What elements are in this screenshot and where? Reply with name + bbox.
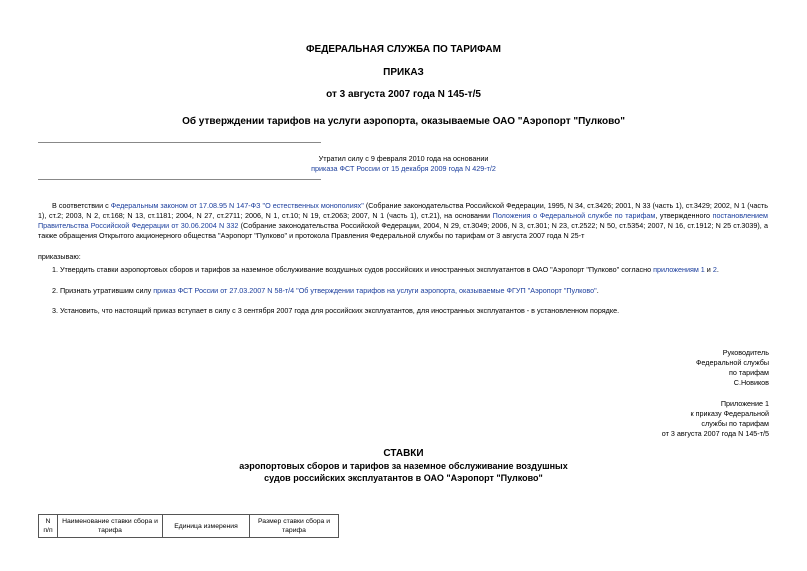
header-cell-rate: Размер ставки сбора и тарифа xyxy=(250,515,339,538)
appendix-2-link[interactable]: 2 xyxy=(712,265,717,274)
signature-line-1: Руководитель xyxy=(722,348,769,357)
order-item-2: 2. Признать утратившим силу приказ ФСТ России от 27.03.2007 N 58-т/4 "Об утверждении тарифов на услуги аэропорта, оказываемые ФГУП "Аэропорт "Пулково". xyxy=(52,286,599,295)
order-item-3: 3. Установить, что настоящий приказ вступает в силу с 3 сентября 2007 года для российских эксплуатантов, для иностранных эксплуатантов - в установленном порядке. xyxy=(52,306,620,315)
signature-name: С.Новиков xyxy=(733,378,769,387)
status-note-link[interactable]: приказа ФСТ России от 15 декабря 2009 года N 429-т/2 xyxy=(311,164,496,173)
status-note xyxy=(0,154,807,174)
header-cell-unit: Единица измерения xyxy=(163,515,250,538)
table-header-row xyxy=(39,515,339,538)
rates-title: СТАВКИ xyxy=(383,448,424,459)
divider-top xyxy=(38,142,321,143)
signature-line-2: Федеральной службы xyxy=(695,358,769,367)
federal-law-link[interactable]: Федеральным законом от 17.08.95 N 147-ФЗ "О естественных монополиях" xyxy=(110,201,364,210)
appendix-line-4: от 3 августа 2007 года N 145-т/5 xyxy=(661,429,769,438)
header-cell-number: N п/п xyxy=(39,515,58,538)
status-note-text: Утратил силу с 9 февраля 2010 года на основании xyxy=(318,154,489,163)
appendix-line-1: Приложение 1 xyxy=(720,399,769,408)
signature-block xyxy=(609,348,769,388)
order-word: приказываю: xyxy=(38,252,81,261)
appendix-1-link[interactable]: приложениям 1 xyxy=(653,265,705,274)
fst-regulation-link[interactable]: Положения о Федеральной службе по тарифам xyxy=(492,211,656,220)
preamble-paragraph: В соответствии с Федеральным законом от 17.08.95 N 147-ФЗ "О естественных монополиях" (Собрание законодательства Российской Федерации, 1995, N 34, ст.3426; 2001, N 33 (часть 1), ст.3429; 2002, N 1 (часть 1), ст.2; 2003, N 2, ст.168; N 13, ст.1181; 2004, N 27, ст.2711; 2006, N 1, ст.10; N 19, ст.2063; 2007, N 1 (часть 1), ст.21), на основании Положения о Федеральной службе по тарифам, утвержденного постановлением Правительства Российской Федерации от 30.06.2004 N 332 (Собрание законодательства Российской Федерации, 2004, N 29, ст.3049; 2006, N 3, ст.301; N 23, ст.2522; N 50, ст.5354; 2007, N 16, ст.1912; N 25 ст.3039), а также обращения Открытого акционерного общества "Аэропорт "Пулково" и протокола Правления Федеральной службы по тарифам от 3 августа 2007 года N 25-т xyxy=(38,201,769,240)
agency-heading: ФЕДЕРАЛЬНАЯ СЛУЖБА ПО ТАРИФАМ xyxy=(306,44,501,55)
doc-type-heading: ПРИКАЗ xyxy=(383,67,424,78)
order-item-1: 1. Утвердить ставки аэропортовых сборов и тарифов за наземное обслуживание воздушных судов российских и иностранных эксплуатантов в ОАО "Аэропорт "Пулково" согласно приложениям 1 и 2. xyxy=(52,265,719,274)
rates-subtitle-1: аэропортовых сборов и тарифов за наземное обслуживание воздушных xyxy=(239,461,568,471)
signature-line-3: по тарифам xyxy=(729,368,769,377)
repealed-order-link[interactable]: приказ ФСТ России от 27.03.2007 N 58-т/4 "Об утверждении тарифов на услуги аэропорта, оказываемые ФГУП "Аэропорт "Пулково" xyxy=(153,286,597,295)
appendix-line-2: к приказу Федеральной xyxy=(690,409,769,418)
government-decree-link[interactable]: постановлением Правительства Российской Федерации от 30.06.2004 N 332 xyxy=(38,211,768,230)
appendix-block xyxy=(609,399,769,439)
appendix-line-3: службы по тарифам xyxy=(701,419,769,428)
subject-heading: Об утверждении тарифов на услуги аэропорта, оказываемые ОАО "Аэропорт "Пулково" xyxy=(182,116,625,127)
rates-table xyxy=(38,514,339,538)
header-cell-name: Наименование ставки сбора и тарифа xyxy=(58,515,163,538)
divider-bottom xyxy=(38,179,321,180)
date-number-heading: от 3 августа 2007 года N 145-т/5 xyxy=(326,89,481,100)
rates-subtitle-2: судов российских эксплуатантов в ОАО "Аэропорт "Пулково" xyxy=(264,473,543,483)
